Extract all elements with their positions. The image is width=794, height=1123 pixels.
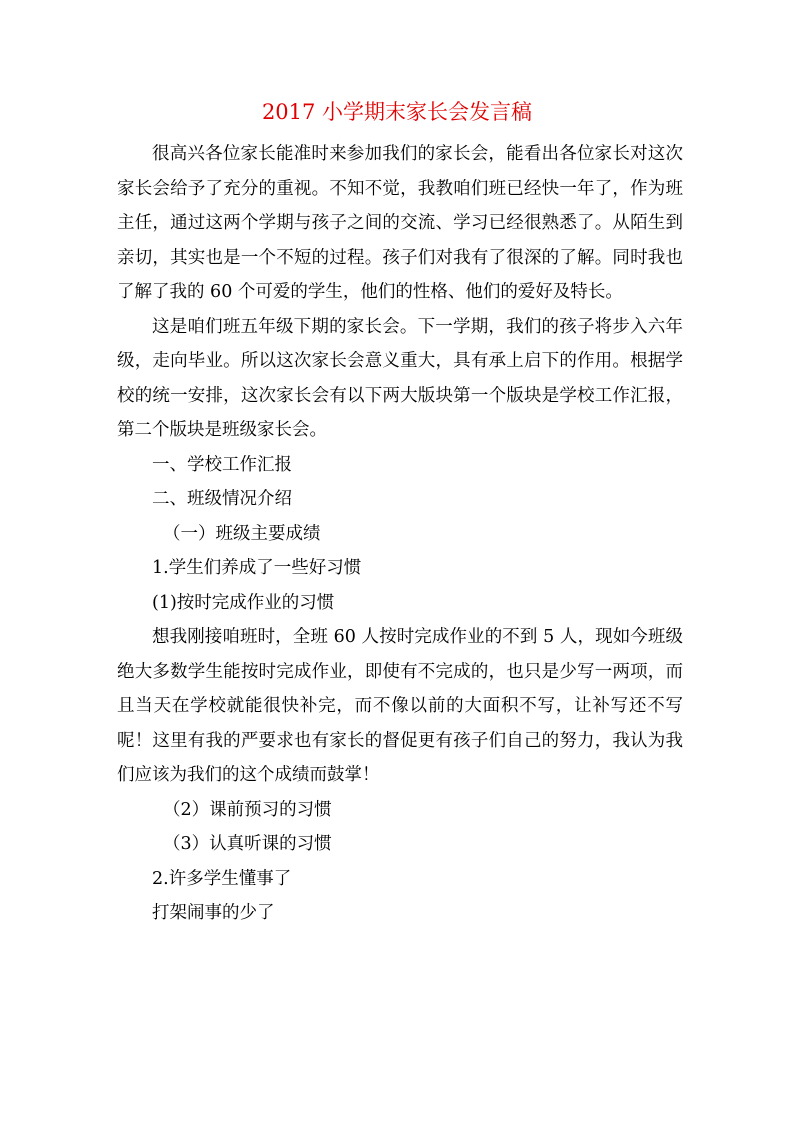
heading-preview-habit: （2）课前预习的习惯 <box>163 799 332 820</box>
heading-class-intro: 二、班级情况介绍 <box>152 489 292 509</box>
heading-class-achievements: （一）班级主要成绩 <box>163 523 321 544</box>
heading-school-report: 一、学校工作汇报 <box>152 454 292 475</box>
document-title: 2017 小学期末家长会发言稿 <box>261 100 533 124</box>
paragraph-less-fighting: 打架闹事的少了 <box>152 903 275 923</box>
paragraph-opening: 很高兴各位家长能准时来参加我们的家长会，能看出各位家长对这次家长会给予了充分的重视。不知不觉，我教咱们班已经快一年了，作为班主任，通过这两个学期与孩子之间的交流、学习已经很熟悉了。从陌生到亲切，其实也是一个不短的过程。孩子们对我有了很深的了解。同时我也了解了我的 60 个可爱的学生，他们的性格、他们的爱好及特长。 <box>117 144 683 302</box>
paragraph-homework-detail: 想我刚接咱班时，全班 60 人按时完成作业的不到 5 人，现如今班级绝大多数学生能按时完成作业，即使有不完成的，也只是少写一两项，而且当天在学校就能很快补完，而不像以前的大面积不写，让补写还不写呢！这里有我的严要求也有家长的督促更有孩子们自己的努力，我认为我们应该为我们的这个成绩而鼓掌！ <box>117 627 683 785</box>
paragraph-meeting-purpose: 这是咱们班五年级下期的家长会。下一学期，我们的孩子将步入六年级，走向毕业。所以这次家长会意义重大，具有承上启下的作用。根据学校的统一安排，这次家长会有以下两大版块第一个版块是学校工作汇报，第二个版块是班级家长会。 <box>117 316 683 440</box>
heading-listening-habit: （3）认真听课的习惯 <box>163 834 332 854</box>
heading-students-mature: 2.许多学生懂事了 <box>152 868 292 889</box>
heading-good-habits: 1.学生们养成了一些好习惯 <box>152 558 362 578</box>
heading-homework-habit: (1)按时完成作业的习惯 <box>152 592 335 613</box>
document-body <box>117 137 683 931</box>
